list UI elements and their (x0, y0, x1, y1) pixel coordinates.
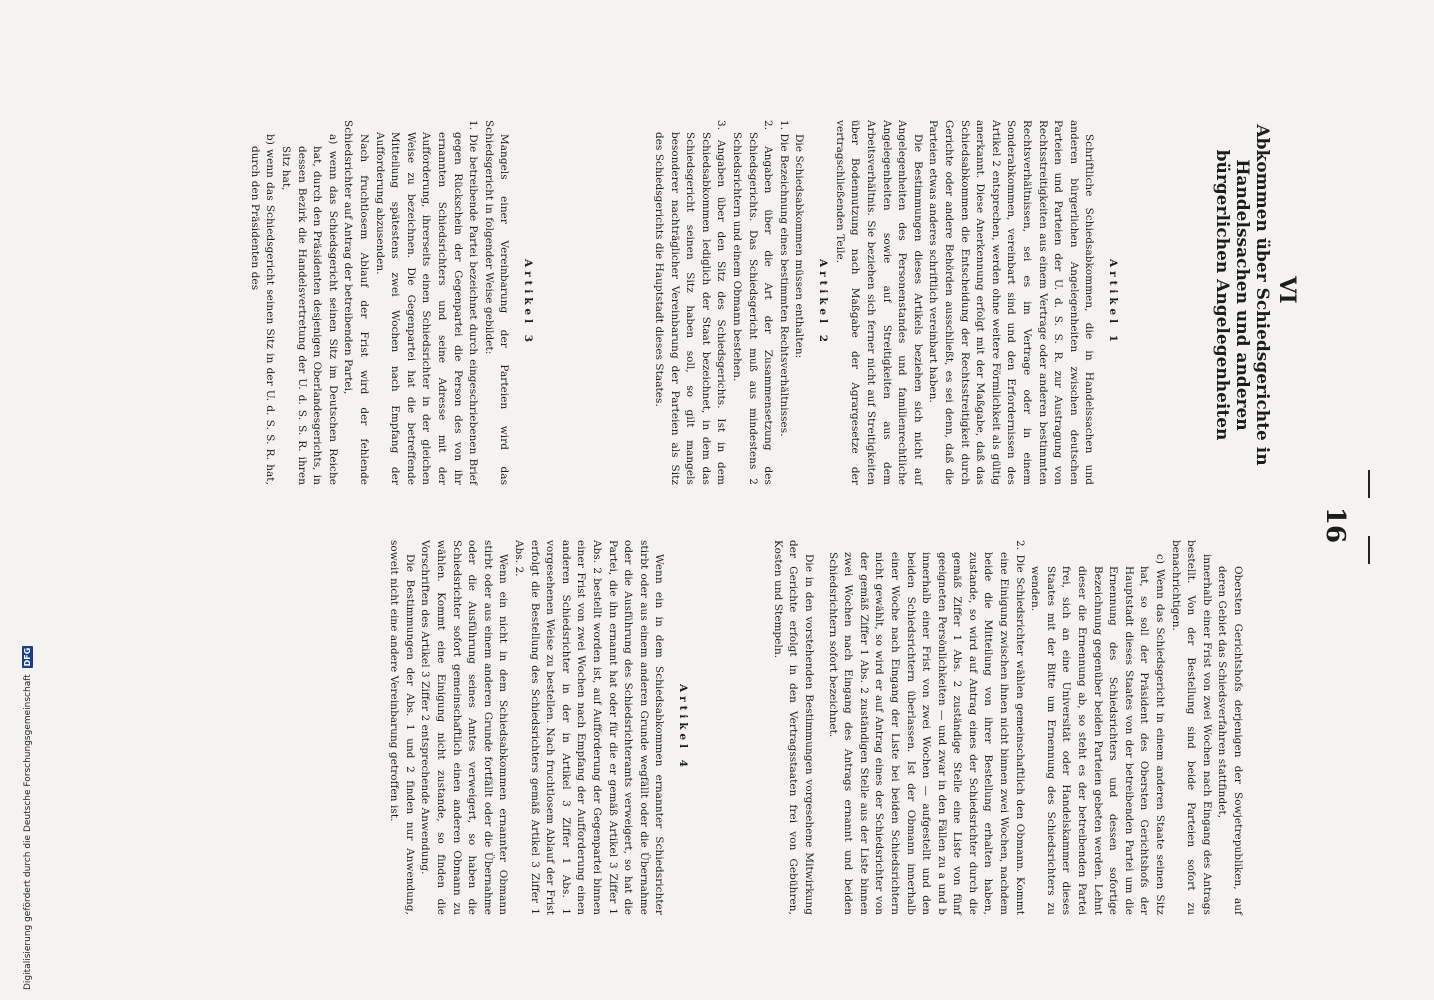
dfg-logo: DFG (23, 647, 32, 667)
article-heading: Artikel 2 (817, 259, 829, 346)
page-number-dash-left (1368, 470, 1370, 498)
paragraph: Die Bestimmungen dieses Artikels beziehen sich nicht auf Angelegenheiten des Personenstandes und familienrechtliche Angelegenheiten sowie auf Streitigkeiten aus dem Arbeitsverhältnis. Sie beziehen sich ferner nicht auf Streitigkeiten über Bodennutzung nach Maßgabe der Agrargesetze der vertragschließenden Teile. (833, 120, 924, 485)
paragraph: Schriftliche Schiedsabkommen, die in Handelssachen und anderen bürgerlichen Angelegenheiten zwischen deutschen Parteien und Parteien der U. d. S. S. R. zur Austragung von Rechtsstreitigkeiten aus einem Vertrage oder anderen bestimmten Rechtsverhältnissen, sei es im Vertrage oder in einem Sonderabkommen, vereinbart sind und den Erfordernissen des Artikel 2 entsprechen, werden ohne weitere Förmlichkeit als gültig anerkannt. Diese Anerkennung erfolgt mit der Maßgabe, daß das Schiedsabkommen die Entscheidung der Rechtsstreitigkeit durch Gerichte oder andere Behörden ausschließt, es sei denn, daß die Parteien etwas anderes schriftlich vereinbart haben. (927, 120, 1096, 485)
footer-text: Digitalisierung gefördert durch die Deutsche Forschungsgemeinschaft (23, 674, 33, 990)
article-heading: Artikel 1 (1107, 259, 1119, 346)
paragraph: Obersten Gerichtshofs derjenigen der Sowjetrepubliken, auf deren Gebiet das Schiedsverfahren stattfindet, (1216, 566, 1244, 915)
list-item: 1. Die Bezeichnung eines bestimmten Rechtsverhältnisses. (777, 120, 790, 437)
paragraph: Die Schiedsabkommen müssen enthalten: (793, 134, 806, 359)
digitization-footer (20, 610, 36, 990)
paragraph: Mangels einer Vereinbarung der Parteien wird das Schiedsgericht in folgender Weise gebildet: (482, 120, 511, 485)
page-number-text: 16 (1320, 506, 1350, 544)
article-heading: Artikel 4 (677, 684, 689, 771)
paragraph: Wenn ein nicht in dem Schiedsabkommen ernannter Obmann stirbt oder aus einem anderen Grunde fortfällt oder die Übernahme oder die Ausführung seines Amtes verweigert, so haben die Schiedsrichter sofort gemeinschaftlich einen anderen Obmann zu wählen. Kommt eine Einigung nicht zustande, so finden die Vorschriften des Artikel 3 Ziffer 2 entsprechende Anwendung. (419, 540, 510, 915)
article-3 (145, 120, 545, 485)
article-heading: Artikel 3 (522, 259, 534, 346)
list-item: 2. Die Schiedsrichter wählen gemeinschaftlich den Obmann. Kommt eine Einigung zwischen ihnen nicht binnen zwei Wochen, nachdem beide die Mitteilung von ihrer Bestellung erhalten haben, zustande, so wird auf Antrag eines der Schiedsrichter durch die gemäß Ziffer 1 Abs. 2 zuständige Stelle eine Liste von fünf geeigneten Persönlichkeiten — und zwar in den Fällen zu a und b innerhalb einer Frist von zwei Wochen — aufgestellt und den beiden Schiedsrichtern überlassen. Ist der Obmann innerhalb einer Woche nach Eingang der Liste bei beiden Schiedsrichtern nicht gewählt, so wird er auf Antrag eines der Schiedsrichter von der gemäß Ziffer 1 Abs. 2 zuständigen Stelle aus der Liste binnen zwei Wochen nach Eingang des Antrags ernannt und beiden Schiedsrichtern sofort bezeichnet. (826, 540, 1026, 915)
chapter-number: VI (1274, 276, 1300, 304)
sub-item: c) Wenn das Schiedsgericht in einem anderen Staate seinen Sitz hat, so soll der Präsident des Obersten Gerichtshofs der Hauptstadt dieses Staates von der betreibenden Partei um die Ernennung des Schiedsrichters und dessen sofortige Bezeichnung gegenüber beiden Parteien gebeten werden. Lehnt dieser die Ernennung ab, so steht es der betreibenden Partei frei, sich an eine Universität oder Handelskammer dieses Staates mit der Bitte um Ernennung des Schiedsrichters zu wenden. (1029, 554, 1167, 915)
article-3-continued (771, 540, 1245, 915)
article-1 (833, 120, 1130, 485)
list-item: 3. Angaben über den Sitz des Schiedsgerichts. Ist in dem Schiedsabkommen lediglich der Staat bezeichnet, in dem das Schiedsgericht seinen Sitz haben soll, so gilt mangels besonderer nachträglicher Vereinbarung der Parteien als Sitz des Schiedsgerichts die Hauptstadt dieses Staates. (653, 120, 728, 485)
list-item: 1. Die betreibende Partei bezeichnet durch eingeschriebenen Brief gegen Rückschein der Gegenpartei die Person des von ihr ernannten Schiedsrichters und seine Adresse mit der Aufforderung, ihrerseits einen Schiedsrichter in der gleichen Weise zu bezeichnen. Die Gegenpartei hat die betreffende Mitteilung spätestens zwei Wochen nach Empfang der Aufforderung abzusenden. (373, 120, 480, 485)
page-number (1315, 495, 1355, 555)
paragraph: Nach fruchtlosem Ablauf der Frist wird der fehlende Schiedsrichter auf Antrag der betreibenden Partei, (342, 120, 371, 485)
list-item: 2. Angaben über die Art der Zusammensetzung des Schiedsgerichts. Das Schiedsgericht muß aus mindestens 2 Schiedsrichtern und einem Obmann bestehen. (731, 120, 775, 485)
paragraph: innerhalb einer Frist von zwei Wochen nach Eingang des Antrags bestellt. Von der Bestellung sind beide Parteien sofort zu benachrichtigen. (1169, 540, 1213, 915)
sub-item: b) wenn das Schiedsgericht seinen Sitz in der U. d. S. S. R. hat, durch den Präsidenten des (248, 134, 277, 485)
paragraph: Wenn ein in dem Schiedsabkommen ernannter Schiedsrichter stirbt oder aus einem anderen Grunde wegfällt oder die Übernahme oder die Ausführung des Schiedsrichteramts verweigert, so hat die Partei, die ihn ernannt hat oder für die er gemäß Artikel 3 Ziffer 1 Abs. 2 bestellt worden ist, auf Aufforderung der Gegenpartei binnen einer Frist von zwei Wochen nach Empfang der Aufforderung einen anderen Schiedsrichter in der in Artikel 3 Ziffer 1 Abs. 1 vorgesehenen Weise zu bestellen. Nach fruchtlosem Ablauf der Frist erfolgt die Bestellung des Schiedsrichters gemäß Artikel 3 Ziffer 1 Abs. 2. (513, 540, 666, 915)
page-number-dash-right (1368, 536, 1370, 564)
article-4 (160, 540, 700, 915)
article-2 (540, 120, 840, 485)
paragraph: Die Bestimmungen der Abs. 1 und 2 finden nur Anwendung, soweit nicht eine andere Vereinbarung getroffen ist. (388, 540, 416, 915)
sub-item: a) wenn das Schiedsgericht seinen Sitz im Deutschen Reiche hat, durch den Präsidenten desjenigen Oberlandesgerichts, in dessen Bezirk die Handelsvertretung der U. d. S. S. R. ihren Sitz hat, (280, 134, 339, 485)
chapter-title (1210, 95, 1272, 495)
chapter-title-text: Abkommen über Schiedsgerichte in Handelssachen und anderen bürgerlichen Angelegenheiten (1212, 124, 1272, 466)
paragraph: Die in den vorstehenden Bestimmungen vorgesehene Mitwirkung der Gerichte erfolgt in den Vertragsstaaten frei von Gebühren, Kosten und Stempeln. (771, 540, 815, 915)
